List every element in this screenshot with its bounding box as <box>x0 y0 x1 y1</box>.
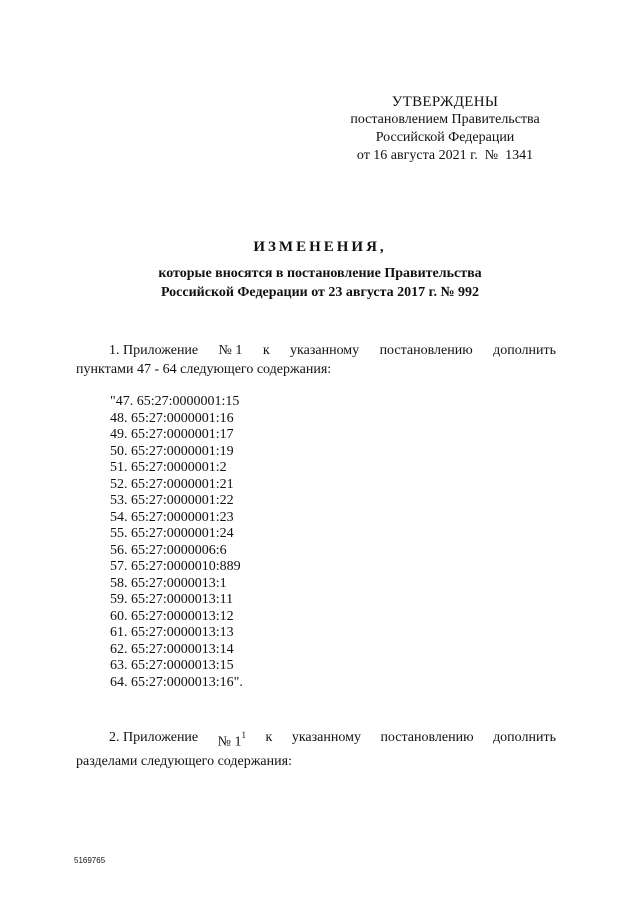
list-item: 55. 65:27:0000001:24 <box>110 526 234 541</box>
list-item: 52. 65:27:0000001:21 <box>110 476 234 492</box>
p2-superscript: 1 <box>241 730 246 740</box>
p2-word: постановлению <box>380 730 474 745</box>
p2-appendix-number <box>218 728 246 752</box>
cadastral-number-list <box>110 394 243 691</box>
list-item: 53. 65:27:0000001:22 <box>110 493 234 508</box>
paragraph-1-second-line: пунктами 47 - 64 следующего содержания: <box>76 362 332 377</box>
paragraph-2-first-line <box>76 728 556 752</box>
list-item: 64. 65:27:0000013:16". <box>110 674 243 690</box>
p2-word: указанному <box>291 730 361 745</box>
list-item: 50. 65:27:0000001:19 <box>110 443 234 459</box>
p2-word: к <box>265 730 273 745</box>
approval-dateline: от 16 августа 2021 г. № 1341 <box>356 148 534 163</box>
paragraph-2-second-line: разделами следующего содержания: <box>76 753 292 769</box>
subtitle-line-2: Российской Федерации от 23 августа 2017 г. № 992 <box>160 285 480 300</box>
list-item: 48. 65:27:0000001:16 <box>110 410 234 426</box>
p1-word: указанному <box>290 343 360 358</box>
document-subtitle <box>0 264 640 302</box>
paragraph-1-first-line <box>76 341 556 360</box>
document-title: ИЗМЕНЕНИЯ, <box>253 239 387 255</box>
list-item: 59. 65:27:0000013:11 <box>110 592 234 607</box>
approval-heading: УТВЕРЖДЕНЫ <box>391 94 499 110</box>
approval-block <box>330 93 560 165</box>
list-item: "47. 65:27:0000001:15 <box>110 394 240 409</box>
list-item: 60. 65:27:0000013:12 <box>110 608 234 624</box>
p1-word: постановлению <box>379 343 473 358</box>
subtitle-line-1: которые вносятся в постановление Правительства <box>158 266 482 281</box>
list-item: 54. 65:27:0000001:23 <box>110 509 234 525</box>
p1-word: дополнить <box>493 343 556 358</box>
p2-word: 2. Приложение <box>109 730 199 745</box>
p1-word: № 1 <box>218 343 243 358</box>
approval-line-1: постановлением Правительства <box>350 112 540 127</box>
list-item: 57. 65:27:0000010:889 <box>110 559 241 574</box>
list-item: 56. 65:27:0000006:6 <box>110 542 227 558</box>
p1-word: 1. Приложение <box>109 343 199 358</box>
paragraph-2 <box>76 728 556 771</box>
list-item: 63. 65:27:0000013:15 <box>110 658 234 673</box>
p1-word: к <box>262 343 270 358</box>
list-item: 51. 65:27:0000001:2 <box>110 460 227 475</box>
paragraph-1 <box>76 341 556 379</box>
list-item: 58. 65:27:0000013:1 <box>110 575 227 591</box>
document-code: 5169765 <box>74 856 106 865</box>
p2-word: № 1 <box>217 734 242 750</box>
list-item: 62. 65:27:0000013:14 <box>110 641 234 657</box>
approval-line-2: Российской Федерации <box>375 130 515 145</box>
list-item: 61. 65:27:0000013:13 <box>110 625 234 640</box>
p2-word: дополнить <box>493 730 556 745</box>
list-item: 49. 65:27:0000001:17 <box>110 427 234 442</box>
